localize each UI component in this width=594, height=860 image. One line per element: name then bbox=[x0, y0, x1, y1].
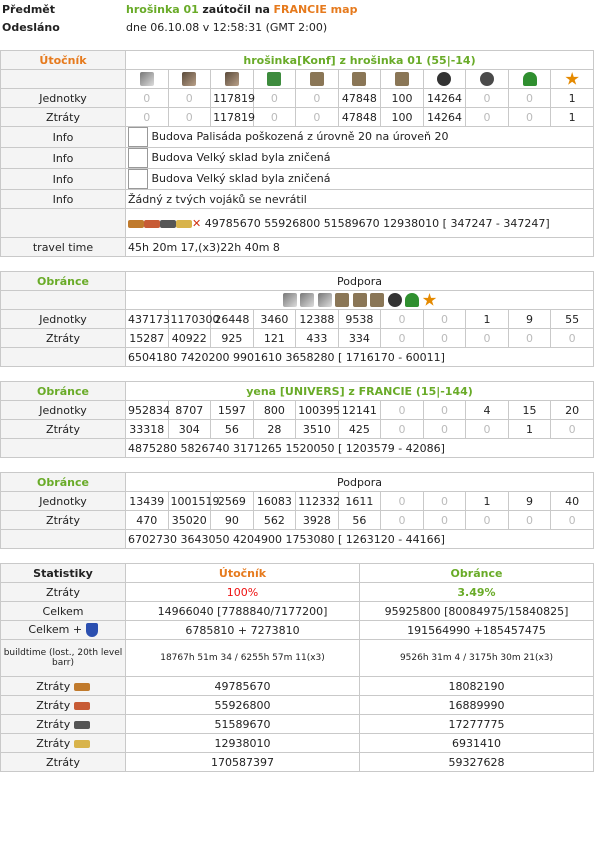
unit-cell: 1611 bbox=[338, 492, 381, 511]
loss-cell: 0 bbox=[381, 511, 424, 530]
horse-icon bbox=[395, 72, 409, 86]
loss-cell: 0 bbox=[423, 511, 466, 530]
building-icon bbox=[128, 148, 148, 168]
unit-cell: 0 bbox=[296, 89, 339, 108]
units-label: Jednotky bbox=[1, 492, 126, 511]
stats-label: buildtime (lost., 20th level barr) bbox=[1, 640, 126, 677]
unit-cell: 100 bbox=[381, 89, 424, 108]
sent-value: dne 06.10.08 v 12:58:31 (GMT 2:00) bbox=[126, 20, 328, 34]
stats-att: 18767h 51m 34 / 6255h 57m 11(x3) bbox=[126, 640, 360, 677]
defender-icons-row bbox=[126, 291, 594, 310]
unit-cell: 13439 bbox=[126, 492, 169, 511]
loss-cell: 470 bbox=[126, 511, 169, 530]
loss-cell: 3510 bbox=[296, 420, 339, 439]
loss-cell: 1 bbox=[551, 108, 594, 127]
unit-cell: 16083 bbox=[253, 492, 296, 511]
unit-cell: 1597 bbox=[211, 401, 254, 420]
info-label: Info bbox=[1, 148, 126, 169]
travel-value: 45h 20m 17,(x3)22h 40m 8 bbox=[126, 238, 594, 257]
unit-cell: 8707 bbox=[168, 401, 211, 420]
unit-cell: 1170300 bbox=[168, 310, 211, 329]
unit-cell: 1001519 bbox=[168, 492, 211, 511]
stats-label bbox=[1, 734, 126, 753]
boot-icon bbox=[267, 72, 281, 86]
loss-cell: 562 bbox=[253, 511, 296, 530]
loss-cell: 33318 bbox=[126, 420, 169, 439]
loss-cell: 0 bbox=[466, 329, 509, 348]
info-label: Info bbox=[1, 190, 126, 209]
hat-icon bbox=[523, 72, 537, 86]
losses-label: Ztráty bbox=[1, 108, 126, 127]
loss-cell: 304 bbox=[168, 420, 211, 439]
unit-cell: 9 bbox=[508, 492, 551, 511]
units-label: Jednotky bbox=[1, 401, 126, 420]
stats-label-text: Ztráty bbox=[36, 698, 71, 712]
unit-cell: 0 bbox=[253, 89, 296, 108]
attacker-owner-link[interactable]: hrošinka[Konf] z hrošinka 01 (55|-14) bbox=[243, 53, 476, 67]
attacker-resources bbox=[126, 209, 594, 238]
loss-cell: 0 bbox=[508, 511, 551, 530]
ram-icon bbox=[480, 72, 494, 86]
stats-label-text: Ztráty bbox=[36, 717, 71, 731]
stats-def: 9526h 31m 4 / 3175h 30m 21(x3) bbox=[360, 640, 594, 677]
attacker-title: Útočník bbox=[1, 51, 126, 70]
loss-cell: 90 bbox=[211, 511, 254, 530]
stats-def: 95925800 [80084975/15840825] bbox=[360, 602, 594, 621]
unit-cell: 12388 bbox=[296, 310, 339, 329]
defender-title: Obránce bbox=[1, 473, 126, 492]
unit-cell: 0 bbox=[508, 89, 551, 108]
loss-cell: 0 bbox=[508, 329, 551, 348]
loss-cell: 0 bbox=[381, 329, 424, 348]
stats-att: 12938010 bbox=[126, 734, 360, 753]
horse-icon bbox=[310, 72, 324, 86]
stats-label-text: Ztráty bbox=[36, 736, 71, 750]
loss-cell: 0 bbox=[551, 329, 594, 348]
loss-cell: 56 bbox=[338, 511, 381, 530]
loss-cell: 0 bbox=[508, 108, 551, 127]
loss-cell: 0 bbox=[466, 511, 509, 530]
info-row bbox=[126, 169, 594, 190]
loss-cell: 0 bbox=[466, 420, 509, 439]
cross-icon: ✕ bbox=[192, 216, 202, 230]
loss-cell: 0 bbox=[168, 108, 211, 127]
brick-icon bbox=[74, 702, 90, 710]
wood-icon bbox=[128, 220, 144, 228]
stats-def: 18082190 bbox=[360, 677, 594, 696]
unit-cell: 800 bbox=[253, 401, 296, 420]
unit-cell: 0 bbox=[381, 401, 424, 420]
defender-title: Obránce bbox=[1, 382, 126, 401]
stats-att: 6785810 + 7273810 bbox=[126, 621, 360, 640]
horse-icon bbox=[353, 293, 367, 307]
defender3-table bbox=[0, 472, 594, 549]
loss-cell: 0 bbox=[253, 108, 296, 127]
stats-def: 17277775 bbox=[360, 715, 594, 734]
defender-owner: Podpora bbox=[126, 272, 594, 291]
unit-cell: 0 bbox=[466, 89, 509, 108]
unit-cell: 112332 bbox=[296, 492, 339, 511]
loss-cell: 0 bbox=[423, 329, 466, 348]
units-label: Jednotky bbox=[1, 89, 126, 108]
resources-text: 49785670 55926800 51589670 12938010 [ 347247 - 347247] bbox=[204, 216, 550, 230]
stats-def: 59327628 bbox=[360, 753, 594, 772]
loss-cell: 0 bbox=[296, 108, 339, 127]
subject-value bbox=[124, 0, 594, 18]
star-icon bbox=[423, 293, 437, 307]
iron-icon bbox=[74, 721, 90, 729]
stats-att: 170587397 bbox=[126, 753, 360, 772]
grain-icon bbox=[74, 740, 90, 748]
spear-icon bbox=[182, 72, 196, 86]
subject-mid: zaútočil na bbox=[202, 2, 270, 16]
unit-cell: 1 bbox=[466, 492, 509, 511]
unit-cell: 9 bbox=[508, 310, 551, 329]
unit-cell: 26448 bbox=[211, 310, 254, 329]
stats-attacker-col: Útočník bbox=[126, 564, 360, 583]
sword-icon bbox=[283, 293, 297, 307]
loss-cell: 925 bbox=[211, 329, 254, 348]
unit-cell: 0 bbox=[423, 492, 466, 511]
stats-label bbox=[1, 621, 126, 640]
stats-label: Ztráty bbox=[1, 753, 126, 772]
shield-icon bbox=[86, 623, 98, 637]
loss-cell: 0 bbox=[381, 420, 424, 439]
iron-icon bbox=[160, 220, 176, 228]
unit-cell: 0 bbox=[423, 310, 466, 329]
brick-icon bbox=[144, 220, 160, 228]
stats-att: 100% bbox=[126, 583, 360, 602]
loss-cell: 425 bbox=[338, 420, 381, 439]
sword-icon bbox=[318, 293, 332, 307]
info-text: Budova Palisáda poškozená z úrovně 20 na úroveň 20 bbox=[151, 130, 449, 143]
defender-owner bbox=[126, 382, 594, 401]
attacker-table bbox=[0, 50, 594, 257]
loss-cell: 433 bbox=[296, 329, 339, 348]
info-label: Info bbox=[1, 127, 126, 148]
stats-label bbox=[1, 696, 126, 715]
unit-cell: 40 bbox=[551, 492, 594, 511]
loss-cell: 40922 bbox=[168, 329, 211, 348]
unit-cell: 15 bbox=[508, 401, 551, 420]
info-row bbox=[126, 127, 594, 148]
stats-label: Celkem bbox=[1, 602, 126, 621]
stats-att: 14966040 [7788840/7177200] bbox=[126, 602, 360, 621]
unit-cell: 2569 bbox=[211, 492, 254, 511]
loss-cell: 121 bbox=[253, 329, 296, 348]
stats-title: Statistiky bbox=[1, 564, 126, 583]
unit-cell: 0 bbox=[381, 492, 424, 511]
defender1-table bbox=[0, 271, 594, 367]
loss-cell: 0 bbox=[466, 108, 509, 127]
knight-icon bbox=[352, 72, 366, 86]
unit-cell: 14264 bbox=[423, 89, 466, 108]
stats-def: 191564990 +185457475 bbox=[360, 621, 594, 640]
info-text: Budova Velký sklad byla zničená bbox=[151, 151, 331, 164]
stats-att: 55926800 bbox=[126, 696, 360, 715]
wood-icon bbox=[74, 683, 90, 691]
losses-label: Ztráty bbox=[1, 511, 126, 530]
stats-label bbox=[1, 715, 126, 734]
unit-cell: 3460 bbox=[253, 310, 296, 329]
subject-label: Předmět bbox=[2, 2, 56, 16]
unit-cell: 0 bbox=[381, 310, 424, 329]
loss-cell: 0 bbox=[126, 108, 169, 127]
loss-cell: 15287 bbox=[126, 329, 169, 348]
loss-cell: 1 bbox=[508, 420, 551, 439]
info-row bbox=[126, 148, 594, 169]
travel-label: travel time bbox=[1, 238, 126, 257]
defender-title: Obránce bbox=[1, 272, 126, 291]
loss-cell: 100 bbox=[381, 108, 424, 127]
unit-cell: 952834 bbox=[126, 401, 169, 420]
defender2-table bbox=[0, 381, 594, 458]
stats-label: Ztráty bbox=[1, 583, 126, 602]
unit-cell: 0 bbox=[126, 89, 169, 108]
unit-cell: 4 bbox=[466, 401, 509, 420]
horse-icon bbox=[370, 293, 384, 307]
defender-resources: 6702730 3643050 4204900 1753080 [ 1263120 - 44166] bbox=[126, 530, 594, 549]
loss-cell: 47848 bbox=[338, 108, 381, 127]
stats-att: 51589670 bbox=[126, 715, 360, 734]
unit-cell: 12141 bbox=[338, 401, 381, 420]
building-icon bbox=[128, 127, 148, 147]
unit-cell: 100395 bbox=[296, 401, 339, 420]
building-icon bbox=[128, 169, 148, 189]
loss-cell: 334 bbox=[338, 329, 381, 348]
horse-icon bbox=[335, 293, 349, 307]
loss-cell: 0 bbox=[423, 420, 466, 439]
unit-cell: 9538 bbox=[338, 310, 381, 329]
defender-owner: Podpora bbox=[126, 473, 594, 492]
stats-defender-col: Obránce bbox=[360, 564, 594, 583]
loss-cell: 0 bbox=[551, 420, 594, 439]
hat-icon bbox=[405, 293, 419, 307]
grain-icon bbox=[176, 220, 192, 228]
attacker-owner bbox=[126, 51, 594, 70]
defender-owner-link[interactable]: yena [UNIVERS] z FRANCIE (15|-144) bbox=[246, 384, 473, 398]
sent-label: Odesláno bbox=[2, 20, 60, 34]
stats-def: 6931410 bbox=[360, 734, 594, 753]
stats-label bbox=[1, 677, 126, 696]
loss-cell: 56 bbox=[211, 420, 254, 439]
stats-def: 3.49% bbox=[360, 583, 594, 602]
defender-resources: 4875280 5826740 3171265 1520050 [ 1203579 - 42086] bbox=[126, 439, 594, 458]
info-label: Info bbox=[1, 169, 126, 190]
units-label: Jednotky bbox=[1, 310, 126, 329]
stats-def: 16889990 bbox=[360, 696, 594, 715]
stats-label-text: Celkem + bbox=[28, 623, 83, 636]
losses-label: Ztráty bbox=[1, 329, 126, 348]
subject-target-link[interactable]: FRANCIE map bbox=[273, 2, 358, 16]
defender-resources: 6504180 7420200 9901610 3658280 [ 1716170 - 60011] bbox=[126, 348, 594, 367]
unit-cell: 437173 bbox=[126, 310, 169, 329]
rock-icon bbox=[437, 72, 451, 86]
unit-cell: 47848 bbox=[338, 89, 381, 108]
unit-cell: 0 bbox=[168, 89, 211, 108]
subject-attacker-link[interactable]: hrošinka 01 bbox=[126, 2, 199, 16]
loss-cell: 0 bbox=[551, 511, 594, 530]
unit-cell: 0 bbox=[423, 401, 466, 420]
info-text: Žádný z tvých vojáků se nevrátil bbox=[126, 190, 594, 209]
sword-icon bbox=[140, 72, 154, 86]
stats-label-text: Ztráty bbox=[36, 679, 71, 693]
unit-cell: 117819 bbox=[211, 89, 254, 108]
rock-icon bbox=[388, 293, 402, 307]
loss-cell: 28 bbox=[253, 420, 296, 439]
info-text: Budova Velký sklad byla zničená bbox=[151, 172, 331, 185]
star-icon bbox=[565, 72, 579, 86]
sword-icon bbox=[300, 293, 314, 307]
stats-att: 49785670 bbox=[126, 677, 360, 696]
statistics-table bbox=[0, 563, 594, 772]
unit-cell: 20 bbox=[551, 401, 594, 420]
unit-cell: 1 bbox=[551, 89, 594, 108]
loss-cell: 117819 bbox=[211, 108, 254, 127]
loss-cell: 35020 bbox=[168, 511, 211, 530]
unit-cell: 1 bbox=[466, 310, 509, 329]
axe-icon bbox=[225, 72, 239, 86]
loss-cell: 3928 bbox=[296, 511, 339, 530]
unit-cell: 55 bbox=[551, 310, 594, 329]
losses-label: Ztráty bbox=[1, 420, 126, 439]
loss-cell: 14264 bbox=[423, 108, 466, 127]
